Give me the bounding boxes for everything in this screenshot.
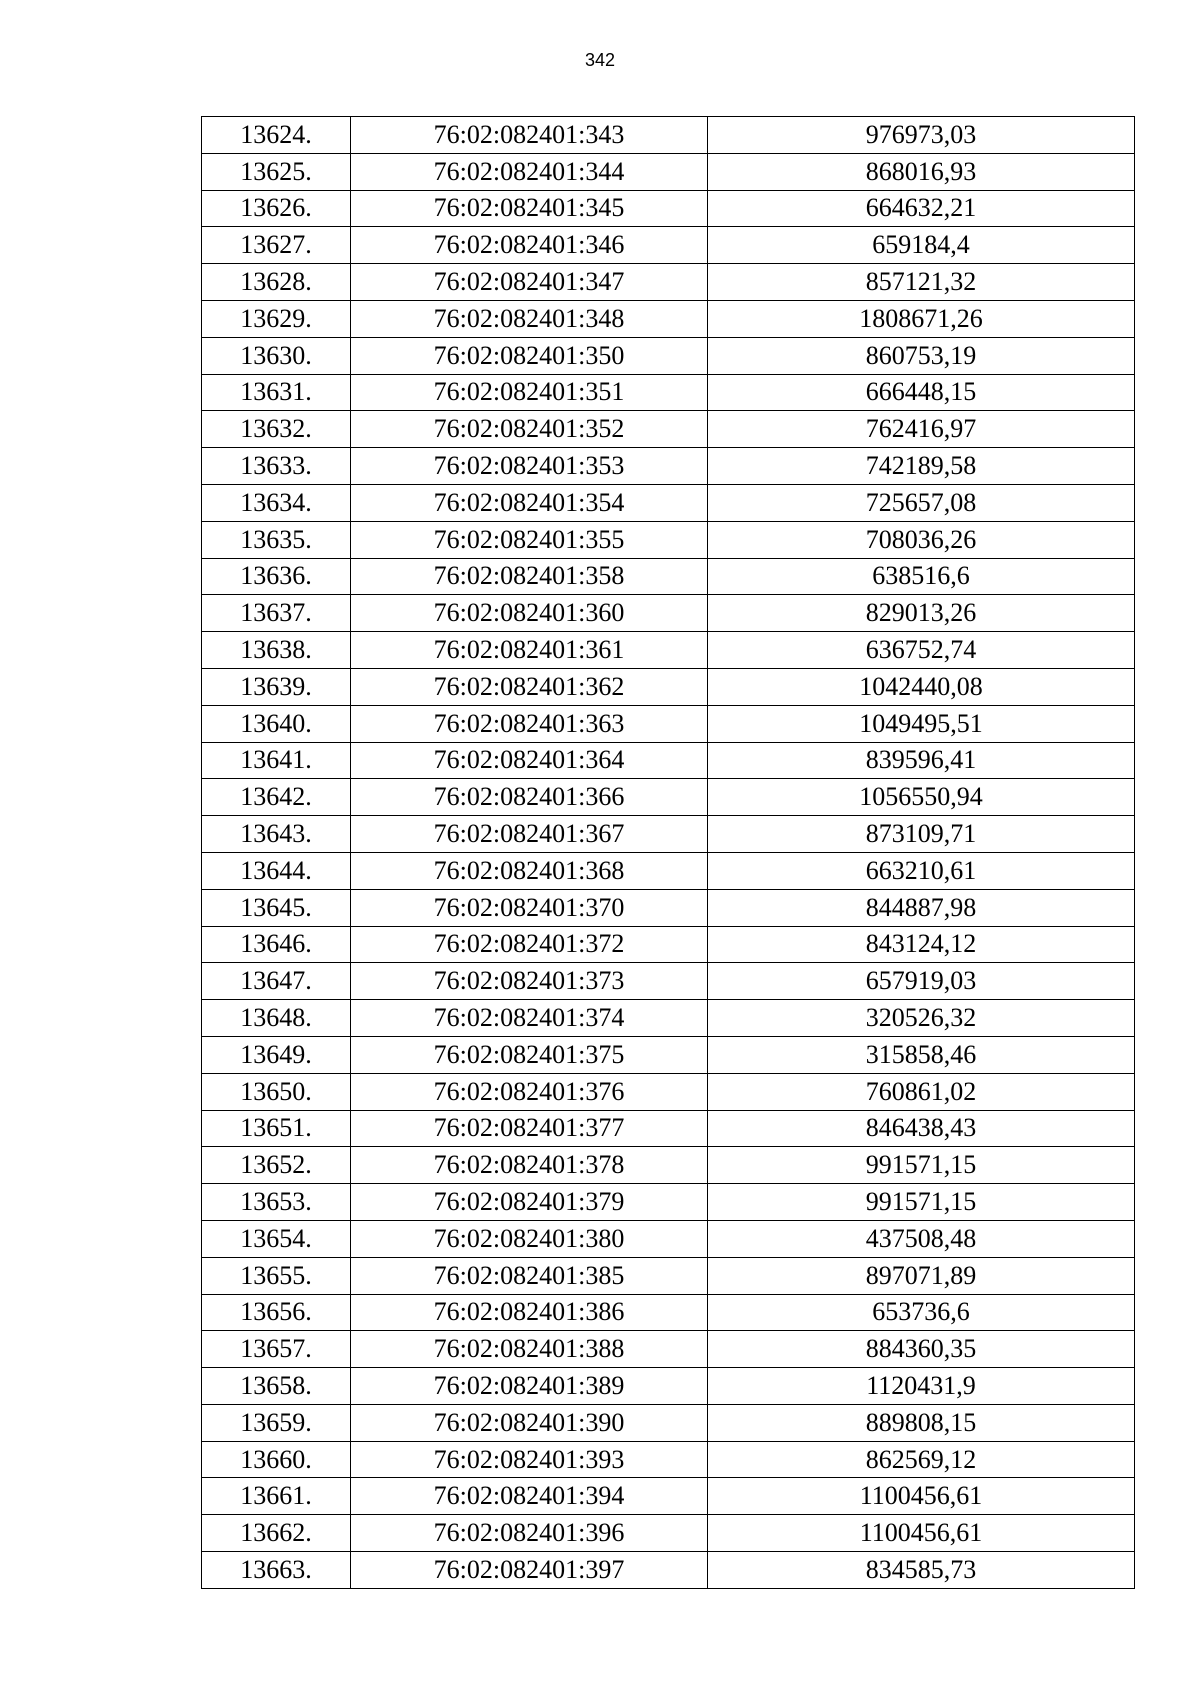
value-cell: 1808671,26 [708, 300, 1135, 337]
table-row [202, 1331, 1135, 1368]
value-cell: 725657,08 [708, 484, 1135, 521]
row-number-cell: 13624. [202, 117, 351, 154]
row-number-cell: 13646. [202, 926, 351, 963]
row-number-cell: 13663. [202, 1552, 351, 1589]
row-number-cell: 13641. [202, 742, 351, 779]
cadastral-number-cell: 76:02:082401:361 [351, 632, 708, 669]
cadastral-number-cell: 76:02:082401:370 [351, 889, 708, 926]
row-number-cell: 13645. [202, 889, 351, 926]
cadastral-number-cell: 76:02:082401:380 [351, 1220, 708, 1257]
row-number-cell: 13658. [202, 1368, 351, 1405]
value-cell: 315858,46 [708, 1036, 1135, 1073]
table-row [202, 1294, 1135, 1331]
value-cell: 1100456,61 [708, 1515, 1135, 1552]
row-number-cell: 13637. [202, 595, 351, 632]
table-row [202, 227, 1135, 264]
value-cell: 653736,6 [708, 1294, 1135, 1331]
cadastral-number-cell: 76:02:082401:355 [351, 521, 708, 558]
value-cell: 437508,48 [708, 1220, 1135, 1257]
table-row [202, 779, 1135, 816]
cadastral-number-cell: 76:02:082401:397 [351, 1552, 708, 1589]
cadastral-number-cell: 76:02:082401:350 [351, 337, 708, 374]
row-number-cell: 13633. [202, 448, 351, 485]
table-row [202, 668, 1135, 705]
row-number-cell: 13660. [202, 1441, 351, 1478]
cadastral-number-cell: 76:02:082401:377 [351, 1110, 708, 1147]
value-cell: 839596,41 [708, 742, 1135, 779]
cadastral-number-cell: 76:02:082401:372 [351, 926, 708, 963]
value-cell: 873109,71 [708, 816, 1135, 853]
cadastral-number-cell: 76:02:082401:394 [351, 1478, 708, 1515]
row-number-cell: 13653. [202, 1184, 351, 1221]
table-row [202, 484, 1135, 521]
value-cell: 868016,93 [708, 153, 1135, 190]
table-row [202, 411, 1135, 448]
value-cell: 666448,15 [708, 374, 1135, 411]
value-cell: 857121,32 [708, 264, 1135, 301]
table-row [202, 1147, 1135, 1184]
value-cell: 1049495,51 [708, 705, 1135, 742]
row-number-cell: 13629. [202, 300, 351, 337]
value-cell: 991571,15 [708, 1147, 1135, 1184]
row-number-cell: 13627. [202, 227, 351, 264]
cadastral-number-cell: 76:02:082401:373 [351, 963, 708, 1000]
cadastral-number-cell: 76:02:082401:379 [351, 1184, 708, 1221]
value-cell: 636752,74 [708, 632, 1135, 669]
value-cell: 843124,12 [708, 926, 1135, 963]
cadastral-number-cell: 76:02:082401:388 [351, 1331, 708, 1368]
row-number-cell: 13662. [202, 1515, 351, 1552]
cadastral-number-cell: 76:02:082401:353 [351, 448, 708, 485]
cadastral-number-cell: 76:02:082401:363 [351, 705, 708, 742]
row-number-cell: 13634. [202, 484, 351, 521]
value-cell: 1042440,08 [708, 668, 1135, 705]
value-cell: 889808,15 [708, 1404, 1135, 1441]
cadastral-number-cell: 76:02:082401:352 [351, 411, 708, 448]
page-number: 342 [584, 50, 616, 70]
cadastral-number-cell: 76:02:082401:348 [351, 300, 708, 337]
table-row [202, 926, 1135, 963]
value-cell: 708036,26 [708, 521, 1135, 558]
table-row [202, 264, 1135, 301]
cadastral-number-cell: 76:02:082401:393 [351, 1441, 708, 1478]
value-cell: 862569,12 [708, 1441, 1135, 1478]
value-cell: 760861,02 [708, 1073, 1135, 1110]
cadastral-number-cell: 76:02:082401:364 [351, 742, 708, 779]
cadastral-number-cell: 76:02:082401:367 [351, 816, 708, 853]
value-cell: 657919,03 [708, 963, 1135, 1000]
cadastral-number-cell: 76:02:082401:376 [351, 1073, 708, 1110]
table-row [202, 153, 1135, 190]
cadastral-number-cell: 76:02:082401:360 [351, 595, 708, 632]
table-row [202, 521, 1135, 558]
value-cell: 976973,03 [708, 117, 1135, 154]
cadastral-number-cell: 76:02:082401:374 [351, 1000, 708, 1037]
table-row [202, 1478, 1135, 1515]
row-number-cell: 13652. [202, 1147, 351, 1184]
table-row [202, 374, 1135, 411]
value-cell: 762416,97 [708, 411, 1135, 448]
row-number-cell: 13630. [202, 337, 351, 374]
data-table [201, 116, 1135, 1589]
cadastral-number-cell: 76:02:082401:375 [351, 1036, 708, 1073]
value-cell: 742189,58 [708, 448, 1135, 485]
row-number-cell: 13626. [202, 190, 351, 227]
table-row [202, 1552, 1135, 1589]
value-cell: 860753,19 [708, 337, 1135, 374]
row-number-cell: 13644. [202, 852, 351, 889]
cadastral-number-cell: 76:02:082401:386 [351, 1294, 708, 1331]
table-row [202, 448, 1135, 485]
cadastral-number-cell: 76:02:082401:368 [351, 852, 708, 889]
value-cell: 829013,26 [708, 595, 1135, 632]
cadastral-number-cell: 76:02:082401:343 [351, 117, 708, 154]
row-number-cell: 13625. [202, 153, 351, 190]
row-number-cell: 13643. [202, 816, 351, 853]
table-row [202, 963, 1135, 1000]
row-number-cell: 13657. [202, 1331, 351, 1368]
table-row [202, 1220, 1135, 1257]
row-number-cell: 13661. [202, 1478, 351, 1515]
row-number-cell: 13635. [202, 521, 351, 558]
cadastral-number-cell: 76:02:082401:358 [351, 558, 708, 595]
table-row [202, 1000, 1135, 1037]
row-number-cell: 13632. [202, 411, 351, 448]
value-cell: 659184,4 [708, 227, 1135, 264]
row-number-cell: 13649. [202, 1036, 351, 1073]
cadastral-number-cell: 76:02:082401:366 [351, 779, 708, 816]
row-number-cell: 13659. [202, 1404, 351, 1441]
cadastral-number-cell: 76:02:082401:362 [351, 668, 708, 705]
cadastral-number-cell: 76:02:082401:390 [351, 1404, 708, 1441]
row-number-cell: 13655. [202, 1257, 351, 1294]
row-number-cell: 13650. [202, 1073, 351, 1110]
value-cell: 638516,6 [708, 558, 1135, 595]
table-row [202, 889, 1135, 926]
value-cell: 846438,43 [708, 1110, 1135, 1147]
table-row [202, 1515, 1135, 1552]
cadastral-number-cell: 76:02:082401:378 [351, 1147, 708, 1184]
value-cell: 664632,21 [708, 190, 1135, 227]
value-cell: 320526,32 [708, 1000, 1135, 1037]
table-body [202, 117, 1135, 1589]
table-row [202, 632, 1135, 669]
table-row [202, 705, 1135, 742]
row-number-cell: 13636. [202, 558, 351, 595]
row-number-cell: 13631. [202, 374, 351, 411]
table-row [202, 1257, 1135, 1294]
value-cell: 1056550,94 [708, 779, 1135, 816]
table-row [202, 1036, 1135, 1073]
row-number-cell: 13651. [202, 1110, 351, 1147]
cadastral-number-cell: 76:02:082401:351 [351, 374, 708, 411]
table-row [202, 1441, 1135, 1478]
cadastral-number-cell: 76:02:082401:354 [351, 484, 708, 521]
table-row [202, 595, 1135, 632]
cadastral-number-cell: 76:02:082401:396 [351, 1515, 708, 1552]
value-cell: 991571,15 [708, 1184, 1135, 1221]
table-row [202, 1368, 1135, 1405]
table-row [202, 1073, 1135, 1110]
row-number-cell: 13628. [202, 264, 351, 301]
cadastral-number-cell: 76:02:082401:344 [351, 153, 708, 190]
value-cell: 663210,61 [708, 852, 1135, 889]
value-cell: 1120431,9 [708, 1368, 1135, 1405]
value-cell: 884360,35 [708, 1331, 1135, 1368]
table-row [202, 1184, 1135, 1221]
value-cell: 897071,89 [708, 1257, 1135, 1294]
table-row [202, 852, 1135, 889]
table-row [202, 300, 1135, 337]
row-number-cell: 13638. [202, 632, 351, 669]
value-cell: 844887,98 [708, 889, 1135, 926]
value-cell: 1100456,61 [708, 1478, 1135, 1515]
table-row [202, 337, 1135, 374]
table-row [202, 558, 1135, 595]
table-row [202, 742, 1135, 779]
cadastral-number-cell: 76:02:082401:346 [351, 227, 708, 264]
row-number-cell: 13656. [202, 1294, 351, 1331]
row-number-cell: 13642. [202, 779, 351, 816]
cadastral-number-cell: 76:02:082401:345 [351, 190, 708, 227]
row-number-cell: 13640. [202, 705, 351, 742]
row-number-cell: 13647. [202, 963, 351, 1000]
table-row [202, 816, 1135, 853]
table-row [202, 117, 1135, 154]
row-number-cell: 13648. [202, 1000, 351, 1037]
cadastral-number-cell: 76:02:082401:385 [351, 1257, 708, 1294]
cadastral-number-cell: 76:02:082401:389 [351, 1368, 708, 1405]
row-number-cell: 13639. [202, 668, 351, 705]
cadastral-number-cell: 76:02:082401:347 [351, 264, 708, 301]
table-row [202, 1404, 1135, 1441]
value-cell: 834585,73 [708, 1552, 1135, 1589]
row-number-cell: 13654. [202, 1220, 351, 1257]
table-row [202, 190, 1135, 227]
table-row [202, 1110, 1135, 1147]
